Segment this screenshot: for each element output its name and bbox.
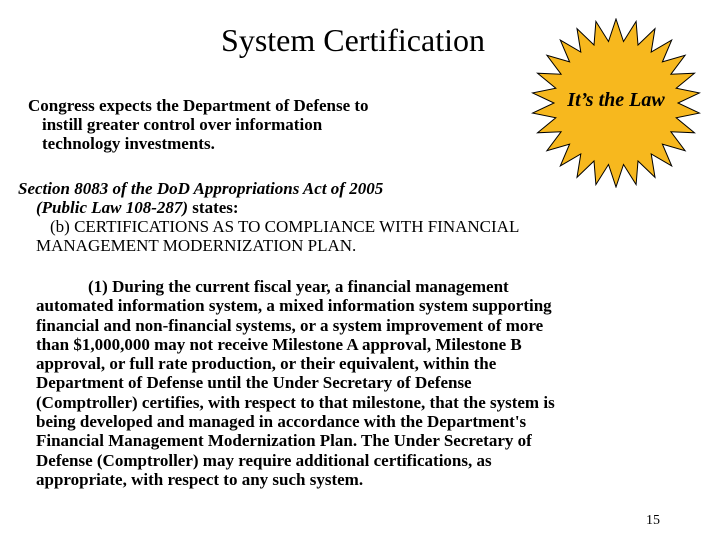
para-line: than $1,000,000 may not receive Milestone A approval, Milestone B <box>36 334 522 354</box>
section-line-3: (b) CERTIFICATIONS AS TO COMPLIANCE WITH FINANCIAL <box>50 217 520 236</box>
section-line-4: MANAGEMENT MODERNIZATION PLAN. <box>36 236 357 255</box>
para-line: (1) During the current fiscal year, a financial management <box>88 277 509 296</box>
para-line: financial and non-financial systems, or a system improvement of more <box>36 315 544 335</box>
intro-line-2: instill greater control over information <box>42 115 323 134</box>
para-line: Department of Defense until the Under Secretary of Defense <box>36 373 472 393</box>
section-line-1: Section 8083 of the DoD Appropriations Act of 2005 <box>18 179 384 198</box>
intro-line-1: Congress expects the Department of Defense to <box>28 96 369 115</box>
its-the-law-label: It’s the Law <box>567 89 665 111</box>
para-line: Defense (Comptroller) may require additional certifications, as <box>36 450 492 470</box>
para-line: approval, or full rate production, or their equivalent, within the <box>36 354 497 374</box>
intro-text <box>28 96 488 153</box>
intro-line-3: technology investments. <box>42 134 215 153</box>
slide-title: System Certification <box>221 22 485 58</box>
states-text: states: <box>188 198 239 217</box>
page-number: 15 <box>646 513 660 528</box>
para-line: (Comptroller) certifies, with respect to that milestone, that the system is <box>36 392 555 412</box>
para-line: Financial Management Modernization Plan. The Under Secretary of <box>36 431 532 451</box>
para-line: automated information system, a mixed information system supporting <box>36 296 552 316</box>
certification-paragraph <box>36 277 666 489</box>
public-law-ref: (Public Law 108-287) <box>36 198 189 217</box>
section-line-2 <box>18 198 658 217</box>
section-citation <box>18 179 658 255</box>
para-line: appropriate, with respect to any such system. <box>36 469 364 489</box>
para-line: being developed and managed in accordance with the Department's <box>36 412 527 432</box>
